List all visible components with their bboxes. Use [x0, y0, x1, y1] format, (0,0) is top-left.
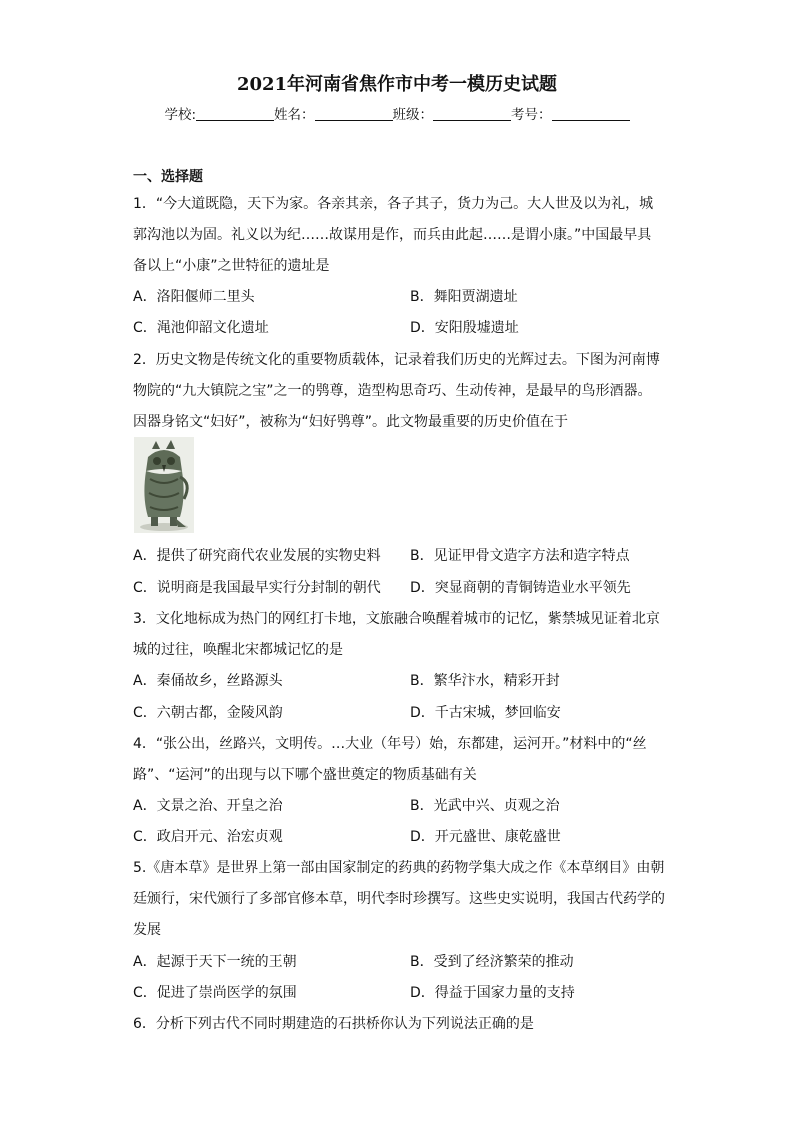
question-4-option-a: A．文景之治、开皇之治 — [133, 798, 283, 814]
question-3-option-b: B．繁华汴水，精彩开封 — [410, 673, 560, 689]
question-2-line-3: 因器身铭文“妇好”，被称为“妇好鸮尊”。此文物最重要的历史价值在于 — [133, 414, 569, 430]
exam-no-blank — [552, 106, 630, 121]
question-1-option-b: B．舞阳贾湖遗址 — [410, 289, 518, 305]
question-1-line-3: 备以上“小康”之世特征的遗址是 — [133, 258, 330, 274]
question-1-line-2: 郭沟池以为固。礼义以为纪……故谋用是作，而兵由此起……是谓小康。”中国最早具 — [133, 227, 652, 243]
exam-no-label: 考号： — [511, 107, 552, 123]
question-2-option-a: A．提供了研究商代农业发展的实物史料 — [133, 548, 381, 564]
owl-zun-illustration — [134, 437, 194, 533]
question-5-option-a: A．起源于天下一统的王朝 — [133, 954, 297, 970]
question-2-option-c: C．说明商是我国最早实行分封制的朝代 — [133, 580, 381, 596]
question-5-option-c: C．促进了崇尚医学的氛围 — [133, 985, 297, 1001]
question-4-line-2: 路”、“运河”的出现与以下哪个盛世奠定的物质基础有关 — [133, 767, 477, 783]
question-3-option-d: D．千古宋城，梦回临安 — [410, 705, 561, 721]
question-1-option-a: A．洛阳偃师二里头 — [133, 289, 255, 305]
question-2-option-b: B．见证甲骨文造字方法和造字特点 — [410, 548, 630, 564]
question-3-line-1: 3．文化地标成为热门的网红打卡地，文旅融合唤醒着城市的记忆，紫禁城见证着北京 — [133, 611, 660, 627]
question-5-line-1: 5.《唐本草》是世界上第一部由国家制定的药典的药物学集大成之作《本草纲目》由朝 — [133, 860, 665, 876]
question-5-option-b: B．受到了经济繁荣的推动 — [410, 954, 574, 970]
student-info-line — [0, 103, 794, 123]
question-6-line-1: 6．分析下列古代不同时期建造的石拱桥你认为下列说法正确的是 — [133, 1016, 534, 1032]
question-1-line-1: 1．“今大道既隐，天下为家。各亲其亲，各子其子，货力为己。大人世及以为礼，城 — [133, 196, 654, 212]
owl-zun-bronze-photo — [134, 437, 194, 533]
question-3-option-c: C．六朝古都，金陵风韵 — [133, 705, 283, 721]
question-2-line-2: 物院的“九大镇院之宝”之一的鸮尊，造型构思奇巧、生动传神，是最早的鸟形酒器。 — [133, 383, 652, 399]
question-5-option-d: D．得益于国家力量的支持 — [410, 985, 575, 1001]
school-label: 学校: — [164, 107, 197, 123]
question-1-option-d: D．安阳殷墟遗址 — [410, 320, 519, 336]
school-blank — [196, 106, 274, 121]
name-blank — [315, 106, 393, 121]
page-title: 2021年河南省焦作市中考一模历史试题 — [236, 74, 558, 95]
question-4-option-d: D．开元盛世、康乾盛世 — [410, 829, 561, 845]
question-3-line-2: 城的过往，唤醒北宋都城记忆的是 — [133, 642, 343, 658]
question-1-option-c: C．渑池仰韶文化遗址 — [133, 320, 269, 336]
question-4-option-c: C．政启开元、治宏贞观 — [133, 829, 283, 845]
question-3-option-a: A．秦俑故乡，丝路源头 — [133, 673, 283, 689]
question-4-line-1: 4．“张公出，丝路兴，文明传。…大业（年号）始，东都建，运河开。”材料中的“丝 — [133, 736, 647, 752]
question-2-option-d: D．突显商朝的青铜铸造业水平领先 — [410, 580, 631, 596]
question-5-line-3: 发展 — [133, 922, 161, 938]
name-label: 姓名： — [274, 107, 315, 123]
section-title: 一、选择题 — [133, 169, 203, 185]
question-4-option-b: B．光武中兴、贞观之治 — [410, 798, 560, 814]
question-2-line-1: 2．历史文物是传统文化的重要物质载体，记录着我们历史的光辉过去。下图为河南博 — [133, 352, 660, 368]
question-5-line-2: 廷颁行，宋代颁行了多部官修本草，明代李时珍撰写。这些史实说明，我国古代药学的 — [133, 891, 665, 907]
class-label: 班级： — [392, 107, 434, 123]
class-blank — [433, 106, 511, 121]
